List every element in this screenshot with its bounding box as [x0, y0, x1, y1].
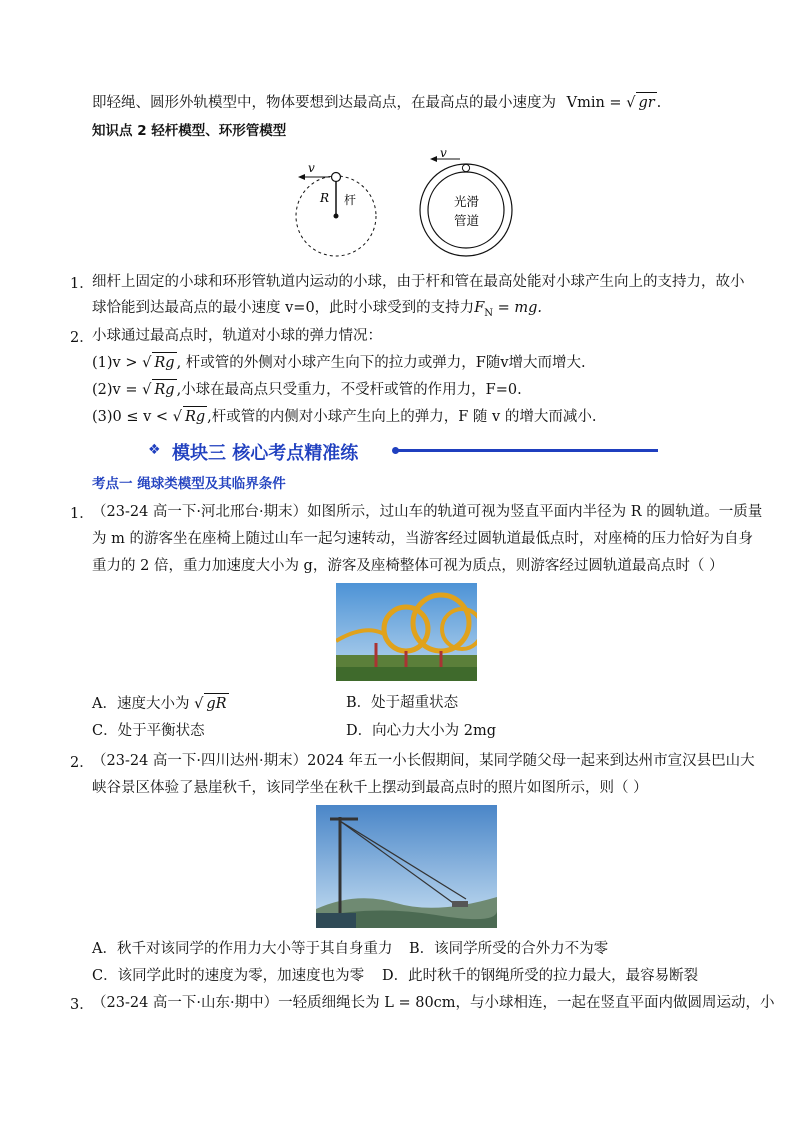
q3-number: 3． [70, 997, 94, 1013]
knowledge-point-2-heading: 知识点 2 轻杆模型、环形管模型 [92, 123, 287, 139]
case-2: (2)v = √ Rg ,小球在最高点只受重力，不受杆或管的作用力，F=0. [92, 379, 522, 400]
q1-option-a-prefix: A．速度大小为 [92, 696, 195, 712]
case-1: (1)v > √ Rg , 杆或管的外侧对小球产生向下的拉力或弹力，F随v增大而增大. [92, 352, 586, 373]
item-1-text-b: 球恰能到达最高点的最小速度 v=0，此时小球受到的支持力 [92, 300, 475, 316]
module-title: 模块三 核心考点精准练 [172, 443, 359, 464]
rod-text: 杆 [344, 193, 357, 207]
q2-line-b: 峡谷景区体验了悬崖秋千，该同学坐在秋千上摆动到最高点时的照片如图所示，则（ ） [92, 780, 648, 796]
arrowhead-rod [298, 174, 305, 180]
tube-outer-circle [420, 164, 512, 256]
banner-rule [396, 449, 658, 452]
q1-line-b: 为 m 的游客坐在座椅上随过山车一起匀速转动，当游客经过圆轨道最低点时，对座椅的压力恰好为自身 [92, 531, 753, 547]
rod-ball [332, 173, 341, 182]
case-3-radicand: Rg [183, 406, 207, 427]
v-label-rod: v [308, 161, 315, 175]
q3-line-a: （23-24 高一下·山东·期中）一轻质细绳长为 L = 80cm，与小球相连，一起在竖直平面内做圆周运动，小 [92, 995, 775, 1011]
case-3-text: ,杆或管的内侧对小球产生向上的弹力，F 随 v 的增大而减小. [207, 409, 597, 425]
q1-option-b[interactable]: B．处于超重状态 [346, 695, 459, 711]
item-2-text: 小球通过最高点时，轨道对小球的弹力情况： [92, 328, 382, 344]
q1-option-d[interactable]: D．向心力大小为 2mg [346, 723, 496, 739]
q1-option-a-radicand: gR [204, 693, 228, 714]
case-2-radicand: Rg [152, 379, 176, 400]
case-3-prefix: (3)0 ≤ v < [92, 409, 173, 425]
case-2-prefix: (2)v = [92, 382, 143, 398]
case-1-text: , 杆或管的外侧对小球产生向下的拉力或弹力，F随v增大而增大. [176, 355, 586, 371]
item-2-number: 2． [70, 330, 94, 346]
q2-number: 2． [70, 755, 94, 771]
force-subscript: N [484, 307, 493, 319]
case-3: (3)0 ≤ v < √ Rg ,杆或管的内侧对小球产生向上的弹力，F 随 v 的增大而减小. [92, 406, 596, 427]
module-banner [148, 437, 668, 465]
item-1-line-a: 细杆上固定的小球和环形管轨道内运动的小球，由于杆和管在最高处能对小球产生向上的支持力，故小 [92, 274, 745, 290]
case-1-radicand: Rg [152, 352, 176, 373]
intro-sentence: 即轻绳、圆形外轨模型中，物体要想到达最高点，在最高点的最小速度为 Vmin = √ gr . [92, 92, 716, 113]
case-1-prefix: (1)v > [92, 355, 143, 371]
q1-line-c: 重力的 2 倍，重力加速度大小为 g，游客及座椅整体可视为质点，则游客经过圆轨道最高点时（ ） [92, 558, 724, 574]
q2-option-b[interactable]: B．该同学所受的合外力不为零 [409, 941, 609, 957]
q2-line-a: （23-24 高一下·四川达州·期末）2024 年五一小长假期间，某同学随父母一起来到达州市宣汉县巴山大 [92, 753, 755, 769]
cliff-swing-photo [316, 805, 497, 928]
vmin-radicand: gr [636, 92, 656, 113]
q1-number: 1． [70, 506, 94, 522]
intro-text: 即轻绳、圆形外轨模型中，物体要想到达最高点，在最高点的最小速度为 [92, 95, 556, 111]
topic-1-heading: 考点一 绳球类模型及其临界条件 [92, 476, 286, 492]
q2-option-d[interactable]: D．此时秋千的钢绳所受的拉力最大，最容易断裂 [382, 968, 699, 984]
force-symbol: F [474, 300, 485, 316]
item-1-line-b [92, 298, 542, 324]
rod-and-tube-diagram [290, 148, 530, 260]
force-rest: = mg. [493, 300, 543, 316]
v-label-tube: v [440, 148, 447, 160]
item-1-number: 1． [70, 276, 94, 292]
tube-text-2: 管道 [454, 213, 480, 228]
tube-ball [462, 164, 469, 171]
q1-option-a[interactable]: A．速度大小为 √ gR [92, 693, 229, 714]
diamond-icon: ❖ [148, 442, 161, 458]
case-2-text: ,小球在最高点只受重力，不受杆或管的作用力，F=0. [176, 382, 522, 398]
q1-option-c[interactable]: C．处于平衡状态 [92, 723, 205, 739]
sqrt-symbol: √ [626, 95, 636, 111]
vmin-label: Vmin = [566, 95, 622, 111]
tube-inner-circle [428, 172, 504, 248]
q2-option-a[interactable]: A．秋千对该同学的作用力大小等于其自身重力 [92, 941, 393, 957]
radius-label: R [320, 191, 330, 205]
roller-coaster-photo [336, 583, 477, 681]
tube-text-1: 光滑 [454, 194, 480, 209]
q1-line-a: （23-24 高一下·河北邢台·期末）如图所示，过山车的轨道可视为竖直平面内半径为 R 的圆轨道。一质量 [92, 504, 763, 520]
arrowhead-tube [430, 156, 437, 162]
pivot-dot [334, 214, 339, 219]
q2-option-c[interactable]: C．该同学此时的速度为零，加速度也为零 [92, 968, 365, 984]
